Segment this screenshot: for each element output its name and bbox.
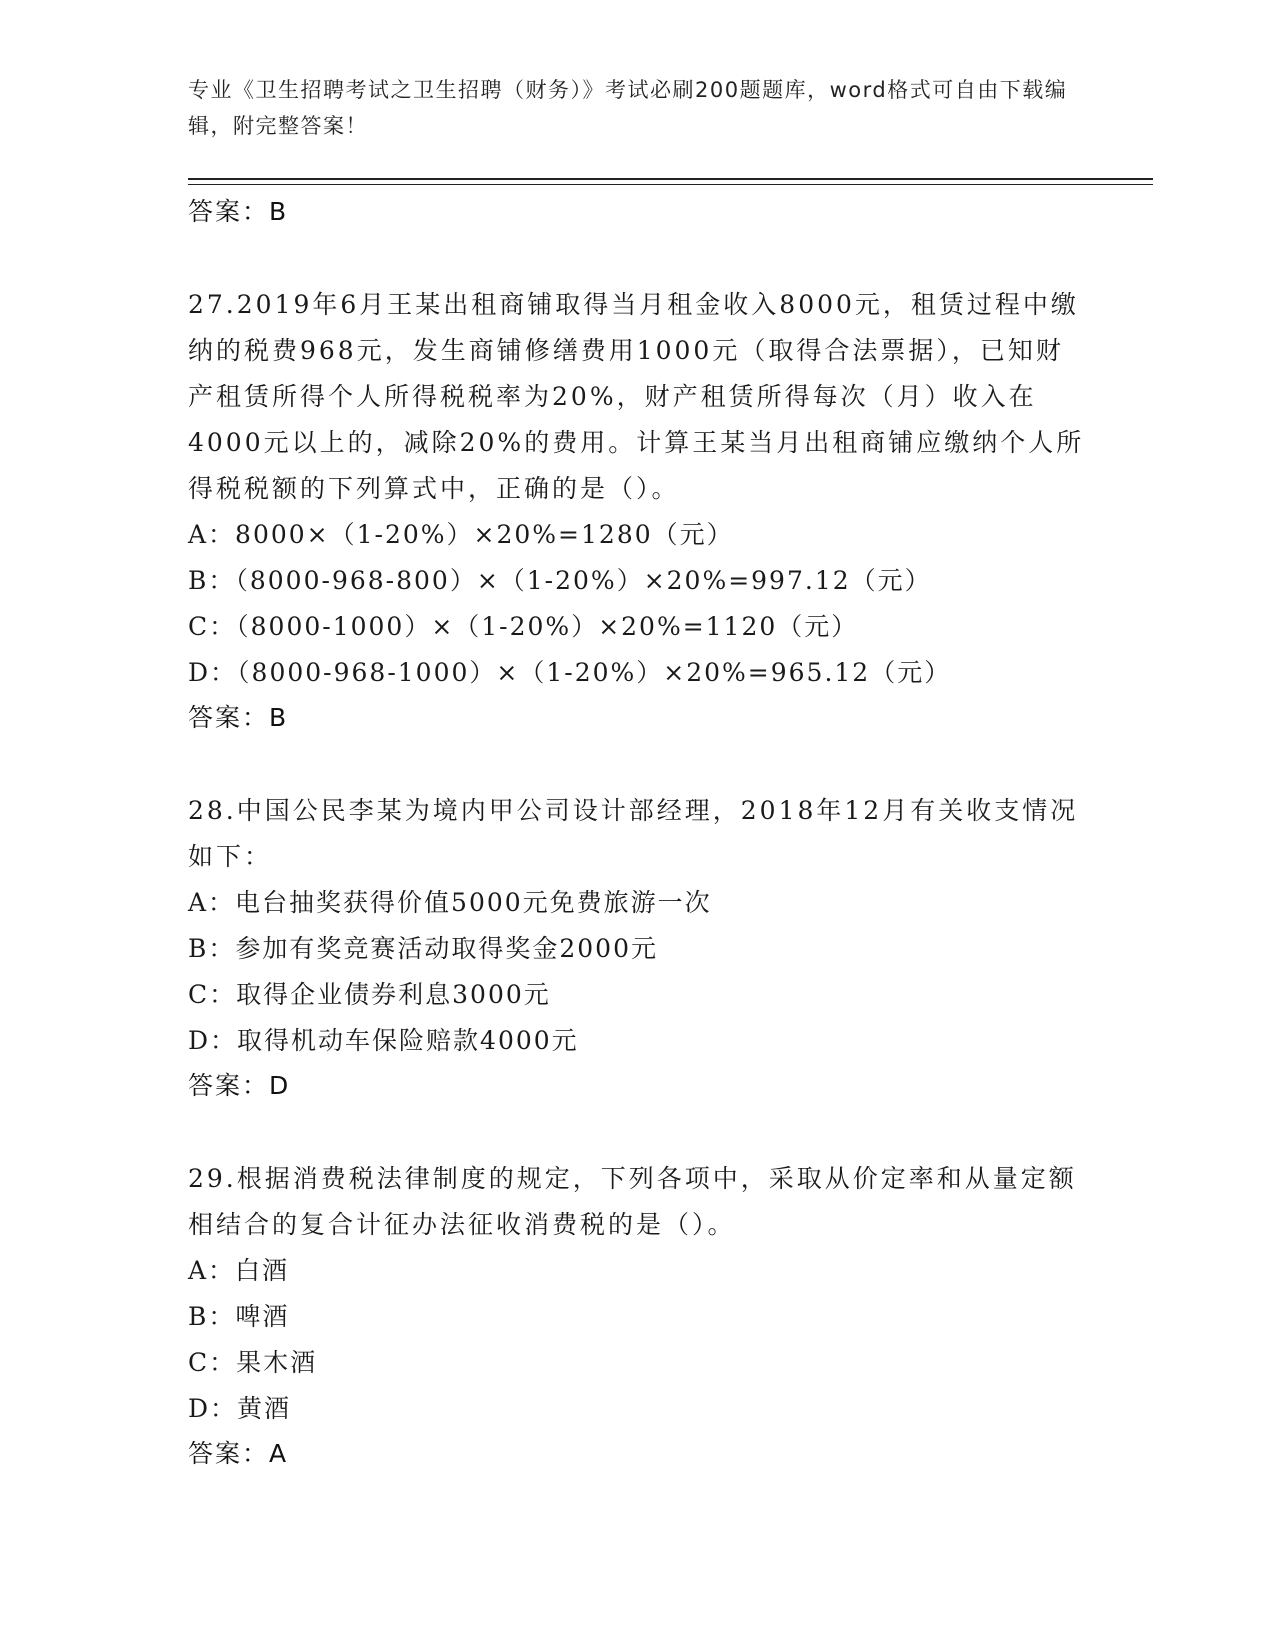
question-27 [188, 282, 1088, 740]
option-c: C：果木酒 [188, 1348, 318, 1377]
question-text: 29.根据消费税法律制度的规定，下列各项中，采取从价定率和从量定额相结合的复合计征办法征收消费税的是（）。 [188, 1164, 1077, 1239]
document-header: 专业《卫生招聘考试之卫生招聘（财务）》考试必刷200题题库，word格式可自由下载编辑，附完整答案！ [188, 78, 1068, 138]
question-29 [188, 1156, 1088, 1476]
question-text: 28.中国公民李某为境内甲公司设计部经理，2018年12月有关收支情况如下： [188, 796, 1079, 871]
option-c: C：（8000-1000）×（1-20%）×20%=1120（元） [188, 612, 859, 641]
option-d: D：取得机动车保险赔款4000元 [188, 1026, 579, 1055]
option-d: D：黄酒 [188, 1394, 292, 1423]
option-a: A：电台抽奖获得价值5000元免费旅游一次 [188, 888, 712, 917]
question-28 [188, 788, 1088, 1108]
option-c: C：取得企业债券利息3000元 [188, 980, 551, 1009]
answer-27: 答案：B [188, 703, 289, 732]
option-b: B：啤酒 [188, 1302, 290, 1331]
header-rule-thin [188, 184, 1153, 185]
answer-29: 答案：A [188, 1439, 289, 1468]
option-d: D：（8000-968-1000）×（1-20%）×20%=965.12（元） [188, 658, 952, 687]
option-a: A：8000×（1-20%）×20%=1280（元） [188, 520, 734, 549]
option-b: B：参加有奖竞赛活动取得奖金2000元 [188, 934, 658, 963]
option-a: A：白酒 [188, 1256, 290, 1285]
header-rule-thick [188, 178, 1153, 180]
previous-answer: 答案：B [188, 197, 289, 226]
question-list [188, 190, 1088, 1476]
option-b: B：（8000-968-800）×（1-20%）×20%=997.12（元） [188, 566, 932, 595]
question-text: 27.2019年6月王某出租商铺取得当月租金收入8000元，租赁过程中缴纳的税费968元，发生商铺修缮费用1000元（取得合法票据），已知财产租赁所得个人所得税税率为20%，财产租赁所得每次（月）收入在4000元以上的，减除20%的费用。计算王某当月出租商铺应缴纳个人所得税税额的下列算式中，正确的是（）。 [188, 290, 1085, 503]
answer-28: 答案：D [188, 1071, 291, 1100]
